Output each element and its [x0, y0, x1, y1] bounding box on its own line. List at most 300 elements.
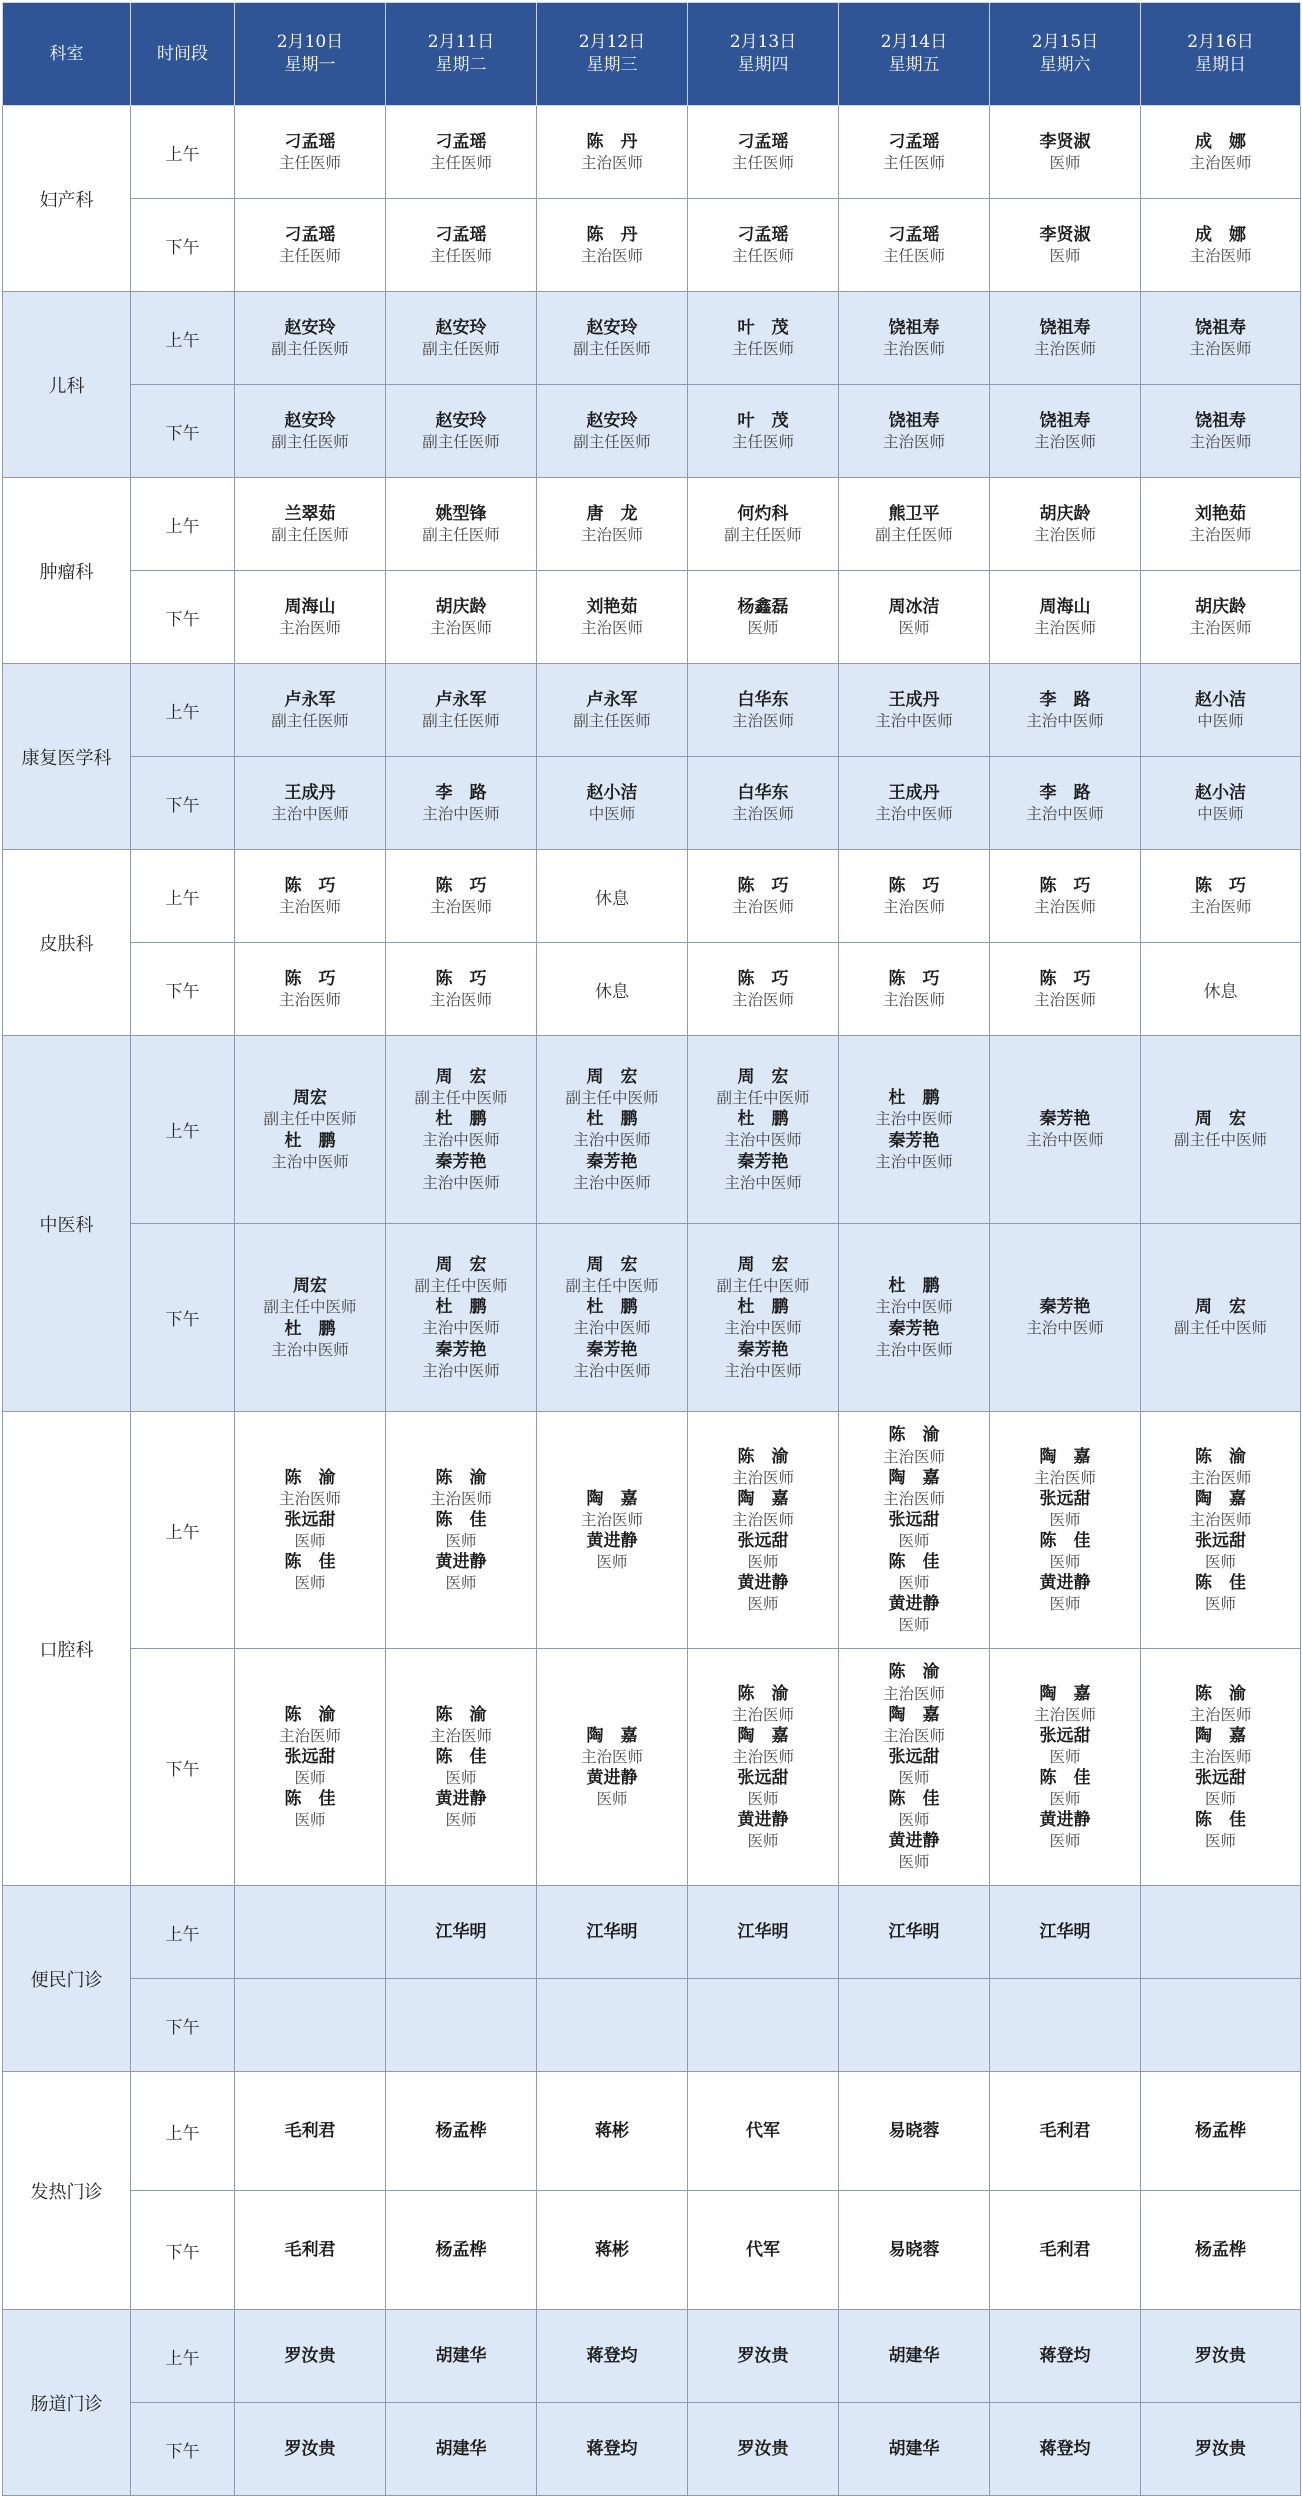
doctor-title: 医师	[898, 1616, 930, 1635]
doctor-entry	[688, 968, 838, 1010]
schedule-cell	[1141, 1036, 1301, 1224]
doctor-entry	[839, 1593, 989, 1635]
doctor-name: 姚型锋	[435, 503, 487, 524]
doctor-title: 医师	[1204, 1832, 1236, 1851]
department-name: 便民门诊	[3, 1886, 131, 2072]
doctor-title: 主治医师	[1033, 1468, 1096, 1487]
doctor-title: 主治医师	[580, 1747, 643, 1766]
doctor-entry	[688, 1339, 838, 1381]
doctor-name: 秦芳艳	[435, 1151, 487, 1172]
doctor-name: 陈 巧	[1039, 875, 1091, 896]
doctor-title: 医师	[1049, 1790, 1081, 1809]
doctor-title: 主治医师	[1033, 1705, 1096, 1724]
doctor-title: 主治中医师	[875, 1152, 953, 1171]
schedule-cell	[1141, 199, 1301, 292]
doctor-title: 主治医师	[731, 1747, 794, 1766]
doctor-title: 主任医师	[429, 246, 492, 265]
doctor-entry	[1141, 2239, 1300, 2261]
schedule-cell	[386, 571, 537, 664]
doctor-entry	[1141, 875, 1300, 917]
doctor-name: 毛利君	[1039, 2120, 1091, 2141]
doctor-entry	[688, 1488, 838, 1530]
doctor-title: 副主任医师	[573, 711, 651, 730]
doctor-name: 江华明	[888, 1921, 940, 1942]
doctor-entry	[839, 1275, 989, 1317]
schedule-cell	[386, 1979, 537, 2072]
doctor-title: 主治医师	[1189, 525, 1252, 544]
doctor-entry	[990, 2239, 1140, 2261]
doctor-entry	[839, 1130, 989, 1172]
doctor-entry	[990, 1767, 1140, 1809]
doctor-entry	[386, 131, 536, 173]
doctor-name: 张远甜	[888, 1509, 940, 1530]
doctor-name: 杜 鹏	[586, 1297, 638, 1318]
doctor-entry	[235, 596, 385, 638]
doctor-name: 蒋登均	[586, 2345, 638, 2366]
doctor-entry	[1141, 1683, 1300, 1725]
doctor-name: 江华明	[737, 1921, 789, 1942]
table-row	[3, 292, 1301, 385]
doctor-title: 副主任医师	[271, 432, 349, 451]
doctor-entry	[839, 1467, 989, 1509]
doctor-entry	[990, 689, 1140, 731]
doctor-entry	[235, 1746, 385, 1788]
doctor-name: 陶 嘉	[888, 1704, 940, 1725]
doctor-entry	[386, 1151, 536, 1193]
schedule-cell	[839, 1412, 990, 1649]
table-row	[3, 385, 1301, 478]
doctor-title: 主治医师	[1189, 1705, 1252, 1724]
schedule-cell	[537, 2191, 688, 2310]
schedule-header	[3, 3, 1301, 106]
schedule-cell	[1141, 385, 1301, 478]
doctor-title: 主治医师	[580, 618, 643, 637]
doctor-title: 主治中医师	[422, 804, 500, 823]
doctor-name: 陶 嘉	[586, 1725, 638, 1746]
doctor-entry	[688, 2239, 838, 2261]
schedule-cell	[688, 2072, 839, 2191]
schedule-cell	[386, 2072, 537, 2191]
period-label: 下午	[131, 1979, 235, 2072]
doctor-title: 副主任中医师	[716, 1277, 810, 1296]
period-label: 上午	[131, 478, 235, 571]
doctor-entry	[839, 1551, 989, 1593]
doctor-name: 周海山	[1039, 596, 1091, 617]
doctor-name: 黄进静	[1039, 1573, 1091, 1594]
schedule-cell	[688, 199, 839, 292]
doctor-name: 黄进静	[586, 1531, 638, 1551]
doctor-title: 主治中医师	[724, 1319, 802, 1338]
doctor-title: 主治医师	[731, 1468, 794, 1487]
schedule-cell	[386, 385, 537, 478]
doctor-name: 杜 鹏	[435, 1297, 487, 1318]
doctor-name: 黄进静	[737, 1573, 789, 1594]
schedule-cell	[990, 571, 1141, 664]
doctor-name: 黄进静	[586, 1768, 638, 1788]
doctor-title: 医师	[1049, 1553, 1081, 1572]
doctor-title: 主治中医师	[724, 1131, 802, 1150]
doctor-name: 饶祖寿	[1195, 410, 1246, 431]
doctor-name: 毛利君	[284, 2120, 336, 2141]
doctor-name: 李贤淑	[1039, 131, 1091, 152]
doctor-entry	[839, 1921, 989, 1943]
doctor-name: 陈 佳	[284, 1552, 336, 1573]
doctor-title: 主任医师	[278, 246, 341, 265]
schedule-cell	[235, 106, 386, 199]
header-day	[235, 3, 386, 106]
doctor-title: 主治医师	[731, 897, 794, 916]
doctor-entry	[839, 1424, 989, 1466]
doctor-entry	[386, 1746, 536, 1788]
doctor-name: 易晓蓉	[888, 2120, 940, 2141]
doctor-entry	[1141, 1809, 1300, 1851]
period-label: 下午	[131, 2191, 235, 2310]
doctor-name: 王成丹	[888, 782, 940, 803]
doctor-name: 何灼科	[737, 503, 789, 524]
doctor-name: 周 宏	[737, 1255, 789, 1276]
schedule-cell	[1141, 2403, 1301, 2496]
schedule-cell	[688, 385, 839, 478]
header-date: 2月12日	[578, 32, 646, 53]
doctor-name: 胡建华	[888, 2438, 940, 2459]
doctor-title: 医师	[445, 1574, 477, 1593]
doctor-title: 主任医师	[731, 153, 794, 172]
doctor-title: 主治医师	[731, 711, 794, 730]
doctor-name: 陈 巧	[737, 875, 789, 896]
schedule-cell	[235, 943, 386, 1036]
doctor-name: 杜 鹏	[435, 1109, 487, 1130]
doctor-entry	[537, 1296, 687, 1338]
doctor-name: 秦芳艳	[1039, 1109, 1091, 1130]
doctor-name: 陈 佳	[284, 1789, 336, 1810]
doctor-name: 成 娜	[1195, 224, 1246, 245]
doctor-title: 主治医师	[278, 618, 341, 637]
schedule-cell	[386, 757, 537, 850]
schedule-cell	[688, 106, 839, 199]
doctor-name: 杜 鹏	[586, 1109, 638, 1130]
doctor-entry	[235, 2438, 385, 2460]
doctor-name: 刁孟瑶	[737, 224, 789, 245]
doctor-entry	[688, 1725, 838, 1767]
doctor-entry	[688, 1254, 838, 1296]
schedule-cell	[1141, 571, 1301, 664]
doctor-title: 医师	[445, 1768, 477, 1787]
schedule-cell	[1141, 478, 1301, 571]
doctor-title: 主治医师	[882, 1489, 945, 1508]
doctor-entry	[537, 317, 687, 359]
doctor-title: 主任医师	[429, 153, 492, 172]
doctor-name: 陈 佳	[1039, 1531, 1091, 1551]
doctor-name: 刁孟瑶	[435, 224, 487, 245]
doctor-name: 李 路	[435, 782, 487, 803]
doctor-name: 江华明	[586, 1921, 638, 1942]
schedule-cell	[537, 385, 688, 478]
table-row	[3, 757, 1301, 850]
schedule-cell	[688, 664, 839, 757]
table-row	[3, 2072, 1301, 2191]
doctor-title: 主治中医师	[271, 1152, 349, 1171]
schedule-cell	[386, 292, 537, 385]
doctor-title: 主治中医师	[875, 1298, 953, 1317]
doctor-name: 陈 佳	[435, 1509, 487, 1530]
doctor-entry	[839, 1509, 989, 1551]
doctor-name: 代军	[746, 2239, 780, 2260]
schedule-cell	[990, 292, 1141, 385]
doctor-name: 胡建华	[435, 2438, 487, 2459]
doctor-name: 罗汝贵	[1195, 2345, 1246, 2366]
doctor-name: 王成丹	[284, 782, 336, 803]
schedule-cell	[235, 1886, 386, 1979]
doctor-entry	[1141, 1108, 1300, 1150]
doctor-entry	[990, 1296, 1140, 1338]
schedule-cell	[990, 199, 1141, 292]
header-date: 2月15日	[1031, 32, 1099, 53]
schedule-cell	[235, 571, 386, 664]
doctor-name: 杜 鹏	[284, 1318, 336, 1339]
period-label: 上午	[131, 1036, 235, 1224]
doctor-entry	[839, 2438, 989, 2460]
doctor-entry	[235, 1788, 385, 1830]
doctor-entry	[537, 1254, 687, 1296]
schedule-body	[3, 106, 1301, 2496]
doctor-name: 叶 茂	[737, 317, 789, 338]
doctor-name: 张远甜	[1195, 1768, 1246, 1788]
doctor-title: 医师	[596, 1790, 628, 1809]
doctor-name: 陈 巧	[435, 968, 487, 989]
doctor-name: 陈 巧	[284, 875, 336, 896]
doctor-entry	[688, 596, 838, 638]
schedule-cell	[839, 1979, 990, 2072]
doctor-title: 主治医师	[429, 897, 492, 916]
doctor-entry	[386, 1921, 536, 1943]
schedule-cell	[839, 2072, 990, 2191]
schedule-cell	[990, 1886, 1141, 1979]
doctor-entry	[235, 1275, 385, 1317]
header-date: 2月11日	[427, 32, 495, 53]
doctor-title: 主治医师	[278, 1726, 341, 1745]
doctor-name: 饶祖寿	[888, 410, 940, 431]
doctor-name: 赵安玲	[435, 410, 487, 431]
doctor-entry	[839, 689, 989, 731]
doctor-name: 张远甜	[1195, 1531, 1246, 1551]
department-name: 肠道门诊	[3, 2310, 131, 2496]
doctor-title: 医师	[747, 618, 779, 637]
schedule-cell	[386, 2403, 537, 2496]
doctor-name: 李 路	[1039, 689, 1091, 710]
header-date: 2月13日	[729, 32, 797, 53]
period-label: 下午	[131, 199, 235, 292]
schedule-cell	[839, 1036, 990, 1224]
doctor-name: 秦芳艳	[888, 1318, 940, 1339]
doctor-entry	[537, 1725, 687, 1767]
doctor-title: 主治中医师	[271, 804, 349, 823]
doctor-name: 卢永军	[435, 689, 487, 710]
schedule-cell	[537, 2072, 688, 2191]
doctor-name: 胡庆龄	[1039, 503, 1091, 524]
doctor-entry	[1141, 1296, 1300, 1338]
schedule-cell	[839, 757, 990, 850]
schedule-cell	[839, 2191, 990, 2310]
period-label: 上午	[131, 664, 235, 757]
doctor-entry	[688, 2345, 838, 2367]
doctor-title: 主治中医师	[1026, 804, 1104, 823]
doctor-entry	[839, 1087, 989, 1129]
schedule-cell	[235, 1224, 386, 1412]
doctor-entry	[386, 1108, 536, 1150]
schedule-cell	[839, 199, 990, 292]
doctor-entry	[537, 689, 687, 731]
doctor-title: 副主任医师	[573, 432, 651, 451]
header-day	[386, 3, 537, 106]
doctor-title: 主治中医师	[422, 1173, 500, 1192]
doctor-entry	[235, 1130, 385, 1172]
doctor-name: 陈 巧	[888, 875, 940, 896]
schedule-cell	[839, 1886, 990, 1979]
doctor-name: 陈 巧	[435, 875, 487, 896]
doctor-name: 胡建华	[435, 2345, 487, 2366]
doctor-entry	[537, 2120, 687, 2142]
doctor-title: 医师	[596, 1553, 628, 1572]
header-weekday: 星期日	[1195, 55, 1246, 75]
schedule-cell	[235, 1979, 386, 2072]
doctor-entry	[839, 131, 989, 173]
header-department: 科室	[3, 3, 131, 106]
schedule-cell	[386, 2310, 537, 2403]
doctor-entry	[537, 503, 687, 545]
schedule-cell	[688, 1649, 839, 1886]
doctor-entry	[386, 2438, 536, 2460]
schedule-cell	[235, 1412, 386, 1649]
doctor-entry	[990, 1809, 1140, 1851]
schedule-cell	[990, 2072, 1141, 2191]
table-row	[3, 1886, 1301, 1979]
schedule-cell	[537, 1649, 688, 1886]
period-label: 下午	[131, 943, 235, 1036]
doctor-entry	[386, 968, 536, 1010]
doctor-title: 副主任中医师	[414, 1089, 508, 1108]
doctor-title: 主治医师	[882, 1726, 945, 1745]
doctor-entry	[1141, 596, 1300, 638]
doctor-name: 刁孟瑶	[888, 131, 940, 152]
doctor-name: 蒋登均	[1039, 2345, 1091, 2366]
doctor-name: 李 路	[1039, 782, 1091, 803]
doctor-entry	[386, 875, 536, 917]
doctor-entry	[235, 1551, 385, 1593]
doctor-entry	[688, 782, 838, 824]
schedule-cell	[537, 1036, 688, 1224]
doctor-title: 副主任中医师	[414, 1277, 508, 1296]
schedule-cell	[839, 664, 990, 757]
doctor-name: 周 宏	[737, 1067, 789, 1088]
doctor-entry	[990, 1572, 1140, 1614]
doctor-title: 主治医师	[1189, 1468, 1252, 1487]
schedule-cell	[1141, 106, 1301, 199]
schedule-cell	[386, 106, 537, 199]
doctor-name: 陶 嘉	[1039, 1446, 1091, 1467]
doctor-title: 主治医师	[882, 432, 945, 451]
doctor-entry	[235, 1318, 385, 1360]
doctor-entry	[839, 875, 989, 917]
doctor-entry	[235, 875, 385, 917]
doctor-title: 主治医师	[882, 1447, 945, 1466]
doctor-title: 副主任医师	[271, 711, 349, 730]
schedule-cell	[386, 664, 537, 757]
doctor-name: 张远甜	[888, 1746, 940, 1767]
doctor-name: 罗汝贵	[284, 2438, 336, 2459]
doctor-entry	[386, 1296, 536, 1338]
schedule-cell	[235, 1036, 386, 1224]
doctor-name: 蒋彬	[595, 2120, 629, 2141]
doctor-title: 医师	[445, 1811, 477, 1830]
doctor-name: 杜 鹏	[737, 1297, 789, 1318]
doctor-name: 赵安玲	[435, 317, 487, 338]
doctor-title: 医师	[294, 1531, 326, 1550]
doctor-title: 主治医师	[731, 1705, 794, 1724]
doctor-title: 主任医师	[278, 153, 341, 172]
schedule-cell	[990, 2403, 1141, 2496]
schedule-cell	[537, 1224, 688, 1412]
doctor-title: 主治医师	[1033, 990, 1096, 1009]
doctor-name: 易晓蓉	[888, 2239, 940, 2260]
table-row	[3, 1412, 1301, 1649]
doctor-entry	[688, 224, 838, 266]
doctor-entry	[537, 2438, 687, 2460]
doctor-entry	[1141, 503, 1300, 545]
schedule-cell	[688, 292, 839, 385]
doctor-entry	[688, 689, 838, 731]
doctor-entry	[386, 1066, 536, 1108]
schedule-cell	[990, 2191, 1141, 2310]
schedule-cell	[1141, 664, 1301, 757]
doctor-name: 杨孟桦	[435, 2120, 487, 2141]
doctor-entry	[386, 1551, 536, 1593]
header-weekday: 星期四	[737, 55, 789, 75]
doctor-name: 熊卫平	[888, 503, 940, 524]
doctor-name: 刘艳茹	[1195, 503, 1246, 524]
doctor-name: 胡庆龄	[435, 596, 487, 617]
schedule-table	[2, 2, 1301, 2496]
doctor-entry	[235, 410, 385, 452]
doctor-name: 陈 巧	[1195, 875, 1246, 896]
doctor-name: 陈 佳	[1039, 1768, 1091, 1788]
doctor-name: 杨孟桦	[1195, 2120, 1246, 2141]
schedule-cell	[688, 850, 839, 943]
doctor-name: 胡庆龄	[1195, 596, 1246, 617]
doctor-entry	[688, 1921, 838, 1943]
header-date: 2月14日	[880, 32, 948, 53]
doctor-name: 饶祖寿	[888, 317, 940, 338]
doctor-title: 主治中医师	[1026, 711, 1104, 730]
doctor-title: 副主任医师	[422, 432, 500, 451]
doctor-title: 主治医师	[278, 990, 341, 1009]
schedule-cell	[235, 2191, 386, 2310]
doctor-entry	[990, 1488, 1140, 1530]
header-day	[839, 3, 990, 106]
doctor-title: 主治医师	[882, 339, 945, 358]
doctor-title: 主治医师	[1189, 897, 1252, 916]
doctor-title: 主治医师	[1033, 897, 1096, 916]
doctor-name: 杨孟桦	[435, 2239, 487, 2260]
doctor-entry	[990, 2438, 1140, 2460]
doctor-title: 主治医师	[882, 990, 945, 1009]
doctor-title: 主治医师	[1189, 432, 1252, 451]
schedule-cell	[235, 757, 386, 850]
doctor-name: 秦芳艳	[586, 1339, 638, 1360]
schedule-cell	[990, 478, 1141, 571]
doctor-name: 陶 嘉	[737, 1488, 789, 1509]
doctor-entry	[386, 2120, 536, 2142]
schedule-cell	[839, 292, 990, 385]
